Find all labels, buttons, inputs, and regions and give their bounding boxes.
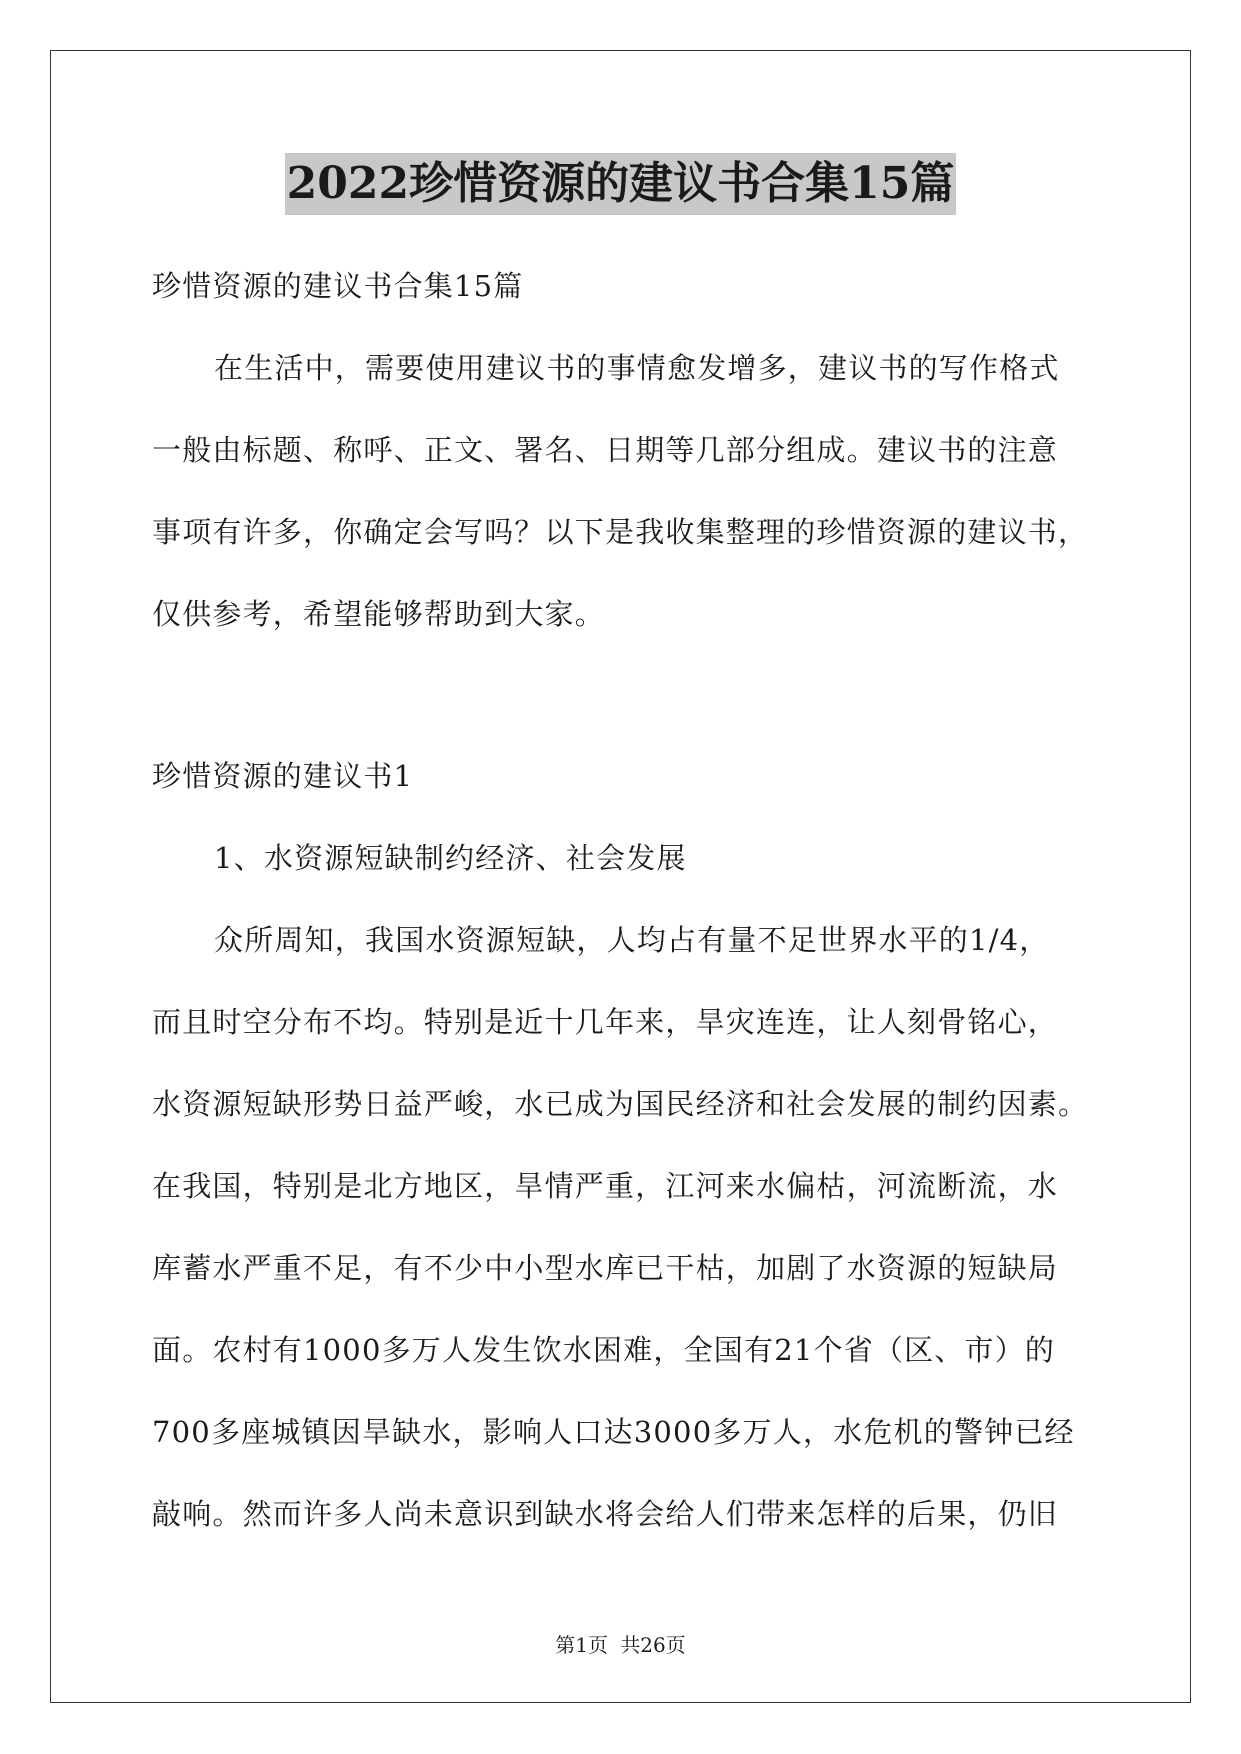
subtitle-line: 珍惜资源的建议书合集15篇 bbox=[152, 269, 524, 303]
document-title: 2022珍惜资源的建议书合集15篇 bbox=[285, 153, 957, 215]
paragraph-line: 而且时空分布不均。特别是近十几年来，旱灾连连，让人刻骨铭心， bbox=[152, 1005, 1059, 1039]
paragraph-line: 敲响。然而许多人尚未意识到缺水将会给人们带来怎样的后果，仍旧 bbox=[152, 1497, 1059, 1531]
paragraph-line: 水资源短缺形势日益严峻，水已成为国民经济和社会发展的制约因素。 bbox=[152, 1087, 1089, 1121]
paragraph-line: 众所周知，我国水资源短缺，人均占有量不足世界水平的1/4， bbox=[214, 923, 1050, 957]
page-total: 共26页 bbox=[620, 1633, 686, 1657]
paragraph-line: 在我国，特别是北方地区，旱情严重，江河来水偏枯，河流断流，水 bbox=[152, 1169, 1059, 1203]
paragraph-line: 事项有许多，你确定会写吗？以下是我收集整理的珍惜资源的建议书， bbox=[152, 515, 1089, 549]
page-footer bbox=[0, 1632, 1241, 1658]
list-item: 1、水资源短缺制约经济、社会发展 bbox=[214, 841, 687, 875]
paragraph-line: 仅供参考，希望能够帮助到大家。 bbox=[152, 597, 606, 631]
title-container bbox=[0, 153, 1241, 215]
paragraph-line: 面。农村有1000多万人发生饮水困难，全国有21个省（区、市）的 bbox=[152, 1333, 1056, 1367]
paragraph-line: 一般由标题、称呼、正文、署名、日期等几部分组成。建议书的注意 bbox=[152, 433, 1059, 467]
page-number: 第1页 bbox=[555, 1633, 608, 1657]
section-heading: 珍惜资源的建议书1 bbox=[152, 759, 414, 793]
paragraph-line: 在生活中，需要使用建议书的事情愈发增多，建议书的写作格式 bbox=[214, 351, 1060, 385]
paragraph-line: 700多座城镇因旱缺水，影响人口达3000多万人，水危机的警钟已经 bbox=[152, 1415, 1075, 1449]
paragraph-line: 库蓄水严重不足，有不少中小型水库已干枯，加剧了水资源的短缺局 bbox=[152, 1251, 1059, 1285]
